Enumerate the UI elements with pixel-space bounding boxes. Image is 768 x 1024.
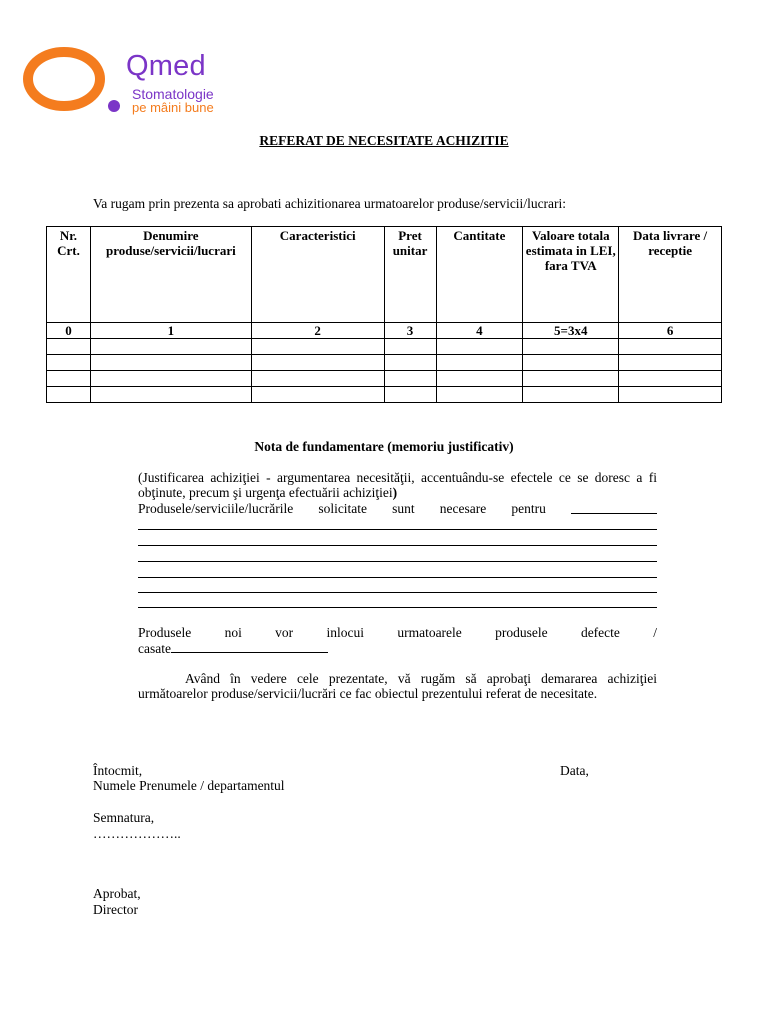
column-number: 3 (384, 323, 436, 339)
table-cell[interactable] (47, 339, 91, 355)
signature-dots[interactable]: ……………….. (93, 826, 181, 841)
table-number-row (47, 323, 722, 339)
table-cell[interactable] (90, 371, 251, 387)
header-caracteristici: Caracteristici (251, 227, 384, 323)
table-cell[interactable] (523, 339, 619, 355)
director-label: Director (93, 902, 138, 917)
prepared-label: Întocmit, (93, 763, 143, 778)
column-number: 1 (90, 323, 251, 339)
header-data-livrare: Data livrare / receptie (619, 227, 722, 323)
replace-word: noi (224, 625, 242, 640)
table-cell[interactable] (436, 387, 523, 403)
table-cell[interactable] (619, 387, 722, 403)
writing-line[interactable] (138, 577, 657, 578)
logo-brand: Qmed (126, 50, 206, 82)
header-denumire: Denumire produse/servicii/lucrari (90, 227, 251, 323)
document-title: REFERAT DE NECESITATE ACHIZITIE (259, 133, 509, 148)
table-cell[interactable] (251, 339, 384, 355)
header-pret-unitar: Pret unitar (384, 227, 436, 323)
column-number: 6 (619, 323, 722, 339)
replace-word: Produsele (138, 625, 192, 640)
table-header-row (47, 227, 722, 323)
table-cell[interactable] (251, 387, 384, 403)
column-number: 0 (47, 323, 91, 339)
table-row (47, 371, 722, 387)
signature-label: Semnatura, (93, 810, 155, 825)
table-cell[interactable] (384, 387, 436, 403)
logo-ring-icon (22, 42, 122, 122)
table-cell[interactable] (436, 339, 523, 355)
table-row (47, 339, 722, 355)
header-nr-crt: Nr. Crt. (47, 227, 91, 323)
table-cell[interactable] (436, 371, 523, 387)
writing-line[interactable] (138, 545, 657, 546)
table-cell[interactable] (47, 387, 91, 403)
needed-word: solicitate (318, 501, 368, 516)
needed-for-line (138, 501, 657, 516)
approved-label: Aprobat, (93, 886, 141, 901)
replace-word: / (653, 625, 657, 640)
table-cell[interactable] (619, 339, 722, 355)
writing-line[interactable] (138, 607, 657, 608)
table-cell[interactable] (523, 387, 619, 403)
column-number: 5=3x4 (523, 323, 619, 339)
justification-close: ) (392, 485, 398, 500)
replace-word: produsele (495, 625, 548, 640)
replace-end-line (138, 640, 657, 656)
replace-word: defecte (580, 625, 620, 640)
replace-word: inlocui (326, 625, 364, 640)
approval-text: Având în vedere cele prezentate, vă rugăm să aprobaţi demararea achiziţiei următoarelor produse/servicii/lucrări ce fac obiectul prezentului referat de necesitate. (138, 671, 657, 701)
table-cell[interactable] (90, 355, 251, 371)
table-row (47, 355, 722, 371)
replace-word: vor (275, 625, 294, 640)
table-cell[interactable] (384, 371, 436, 387)
table-cell[interactable] (523, 371, 619, 387)
products-table (46, 226, 722, 403)
table-cell[interactable] (619, 371, 722, 387)
needed-word: necesare (439, 501, 487, 516)
table-cell[interactable] (90, 387, 251, 403)
justification-text (138, 470, 657, 500)
table-cell[interactable] (384, 339, 436, 355)
needed-word: sunt (392, 501, 415, 516)
table-cell[interactable] (251, 371, 384, 387)
logo-tagline: pe mâini bune (132, 100, 214, 115)
table-cell[interactable] (384, 355, 436, 371)
needed-word: Produsele/serviciile/lucrările (138, 501, 294, 516)
name-department: Numele Prenumele / departamentul (93, 778, 285, 793)
replace-end-word: casate (138, 641, 171, 656)
replace-line (138, 625, 657, 640)
replace-blank[interactable] (171, 640, 328, 653)
table-cell[interactable] (619, 355, 722, 371)
logo-subtitle: Stomatologie (132, 86, 214, 102)
table-cell[interactable] (47, 371, 91, 387)
nota-title: Nota de fundamentare (memoriu justificativ) (254, 439, 514, 454)
writing-line[interactable] (138, 561, 657, 562)
column-number: 2 (251, 323, 384, 339)
needed-word: pentru (511, 501, 546, 516)
needed-for-blank[interactable] (571, 501, 657, 514)
table-cell[interactable] (436, 355, 523, 371)
justification-body: (Justificarea achiziţiei - argumentarea necesităţii, accentuându-se efectele ce se doresc a fi obţinute, precum şi urgenţa efectuării achiziţiei (138, 470, 657, 500)
table-cell[interactable] (47, 355, 91, 371)
table-row (47, 387, 722, 403)
intro-text: Va rugam prin prezenta sa aprobati achizitionarea urmatoarelor produse/servicii/lucrari: (93, 196, 567, 211)
replace-word: urmatoarele (397, 625, 462, 640)
header-valoare: Valoare totala estimata in LEI, fara TVA (523, 227, 619, 323)
table-cell[interactable] (523, 355, 619, 371)
header-cantitate: Cantitate (436, 227, 523, 323)
table-cell[interactable] (251, 355, 384, 371)
writing-line[interactable] (138, 592, 657, 593)
column-number: 4 (436, 323, 523, 339)
table-cell[interactable] (90, 339, 251, 355)
qmed-logo (22, 42, 252, 122)
writing-line[interactable] (138, 529, 657, 530)
date-label: Data, (560, 763, 589, 778)
